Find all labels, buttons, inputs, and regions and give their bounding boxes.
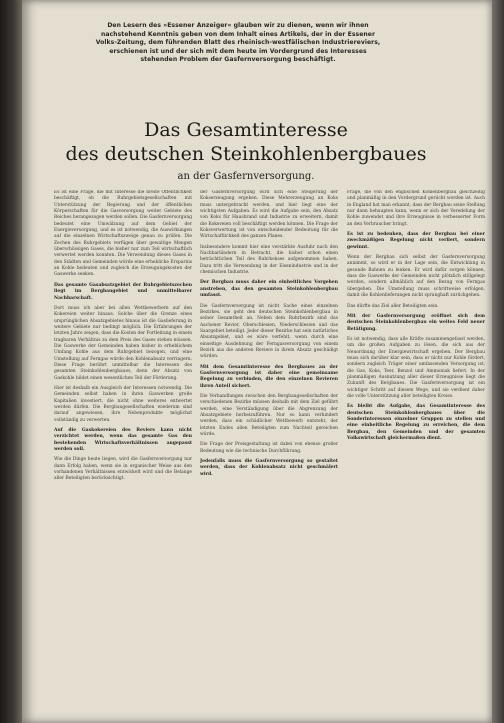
article-paragraph: Jedenfalls muss die Gasfernversorgung so gestaltet werden, dass der Kohlenabsatz nicht geschmälert wird. — [200, 459, 338, 477]
headline — [60, 118, 432, 166]
article-paragraph: Das dürfte das Ziel aller Beteiligten sein. — [347, 303, 439, 309]
page-edge — [492, 0, 504, 723]
article-paragraph: Es ist zu bedenken, dass der Bergbau bei einer zweckmäßigen Regelung nicht verliert, sondern gewinnt. — [347, 232, 485, 250]
article-paragraph: Es ist notwendig, dass alle Kräfte zusammengefasst werden, um die großen Aufgaben zu lösen, die sich aus der Neuordnung der Energiewirtschaft ergeben. Der Bergbau muss sich darüber klar sein, dass er nicht nur Kohle fördert, sondern zugleich Träger einer umfassenden Versorgung ist, die Gas, Koks, Teer, Benzol und Ammoniak liefert. In der planmäßigen Ausnutzung aller dieser Erzeugnisse liegt die Zukunft des Bergbaues. Die Gasfernversorgung ist ein wichtiger Schritt auf diesem Wege, und sie verdient daher die volle Unterstützung aller beteiligten Kreise. — [347, 336, 485, 399]
book-binding — [0, 0, 22, 723]
article-column-1 — [54, 190, 192, 685]
article-paragraph: Es bleibt die Aufgabe, das Gesamtinteresse des deutschen Steinkohlenbergbaues über die Sonderinteressen einzelner Gruppen zu stellen und eine einheitliche Regelung zu erreichen, die dem Bergbau, den Gemeinden und der gesamten Volkswirtschaft gleichermaßen dient. — [347, 404, 485, 442]
article-paragraph: Auf die Gaskokereien des Reviers kann nicht verzichtet werden, wenn das gesamte Gas den bestehenden Wirtschaftsverhältnissen angepasst werden soll. — [54, 428, 192, 453]
article-paragraph: Hier ist deshalb ein Ausgleich der Interessen notwendig. Die Gemeinden selbst haben in ihren Gaswerken große Kapitalien investiert, die nicht ohne weiteres entwertet werden dürfen. Die Bergbaugesellschaften wiederum sind darauf angewiesen, ihre Nebenprodukte möglichst vollständig zu verwerten. — [54, 385, 192, 423]
subheadline: an der Gasfernversorgung. — [177, 171, 315, 182]
article-paragraph: Dort muss ich aber bei allen Wettbewerbern auf den Kokereien weiter hinaus. Solche über die Grenze eines ursprünglichen Absatzgebietes hinaus ist die Gaslieferung in weitere Gebiete nur bedingt möglich. Die Erfahrungen der letzten Jahre zeigen, dass die Kosten der Fortleitung in einem tragbaren Verhältnis zu dem Preis des Gases stehen müssen. Die Gaswerke der Gemeinden haben bisher in erheblichem Umfang Kohle aus dem Ruhrgebiet bezogen, und eine Umstellung auf Ferngas würde den Kohlenabsatz verringern. Diese Frage berührt unmittelbar die Interessen des gesamten Steinkohlenbergbaues, denn der Absatz von Gaskohle bildet einen wesentlichen Teil der Förderung. — [54, 305, 192, 381]
article-paragraph: Die Gasfernversorgung ist nicht Sache eines einzelnen Bezirkes, sie geht den deutschen Steinkohlenbergbau in seiner Gesamtheit an. Neben dem Ruhrbezirk sind das Aachener Revier, Oberschlesien, Niederschlesien und das Saargebiet beteiligt. Jeder dieser Bezirke hat sein natürliches Absatzgebiet, und es wäre verfehlt, wenn durch eine einseitige Ausdehnung der Ferngasversorgung von einem Bezirk aus die anderen Reviere in ihrem Absatz geschädigt würden. — [200, 303, 338, 360]
article-paragraph: Die Frage der Preisgestaltung ist dabei von ebenso großer Bedeutung wie die technische Durchführung. — [200, 442, 338, 454]
article-column-2 — [200, 190, 338, 685]
article-paragraph: Frage, die von den englischen Kohlenbergbau gleichzeitig und planmäßig in den Vordergrund gerückt worden ist. Auch in England hat man erkannt, dass der Bergbau seine Stellung nur dann behaupten kann, wenn er sich der Veredelung der Kohle zuwendet und ihre Erzeugnisse in verbesserter Form an den Verbraucher bringt. — [347, 190, 485, 227]
headline-line-2: des deutschen Steinkohlenbergbaues — [65, 143, 427, 165]
article-paragraph: Wie die Dinge heute liegen, wird die Gasfernversorgung nur dann Erfolg haben, wenn sie in organischer Weise aus den vorhandenen Verhältnissen entwickelt wird und die Belange aller Beteiligten berücksichtigt. — [54, 457, 192, 482]
article-paragraph: Der Bergbau muss daher ein einheitliches Vorgehen anstreben, das den gesamten Steinkohlenbergbau umfasst. — [200, 280, 338, 299]
article-paragraph: Das gesamte Gasabsatzgebiet der Ruhrgebietszechen liegt im Bergbaugebiet und unmittelbarer Nachbarschaft. — [54, 282, 192, 301]
article-column-3 — [347, 190, 485, 685]
article-paragraph: Mit dem Gesamtinteresse des Bergbaues an der Gasfernversorgung ist daher eine gemeinsame Regelung zu verbinden, die den einzelnen Revieren ihren Anteil sichert. — [200, 364, 338, 389]
article-paragraph: Es ist eine Frage, die mit Interesse die breite Öffentlichkeit beschäftigt, ob die Ruhrgebietsgesellschaften mit Unterstützung der Regierung und der öffentlichen Körperschaften für die Gasversorgung weiter Gebiete des Reiches herangezogen werden sollen. Die Gasfernversorgung bedeutet eine Umwälzung auf dem Gebiet der Energieversorgung, und es ist notwendig, die Auswirkungen auf die einzelnen Wirtschaftszweige genau zu prüfen. Die Zechen des Ruhrgebiets verfügen über gewaltige Mengen überschüssigen Gases, die bisher nur zum Teil wirtschaftlich verwertet werden konnten. Die Verwendung dieses Gases in den Städten und Gemeinden würde eine erhebliche Ersparnis an Kohle bedeuten und zugleich die Erzeugungskosten der Gaswerke senken. — [54, 190, 192, 278]
article-paragraph: Wenn der Bergbau sich selbst der Gasfernversorgung annimmt, so wird er in der Lage sein, die Entwicklung in gesunde Bahnen zu lenken. Er wird dafür sorgen können, dass die Gaswerke der Gemeinden nicht plötzlich stillgelegt werden, sondern allmählich auf den Bezug von Ferngas übergehen. Die Umstellung muss schrittweise erfolgen, damit die Kohlenlieferungen nicht sprunghaft zurückgehen. — [347, 255, 485, 299]
article-paragraph: Insbesondere kommt hier eine verstärkte Ausfuhr nach den Nachbarländern in Betracht, die bisher schon einen beträchtlichen Teil des Ruhrkokses aufgenommen haben. Dazu tritt die Verwendung in der Eisenindustrie und in der chemischen Industrie. — [200, 244, 338, 276]
article-paragraph: Die Verhandlungen zwischen den Bergbaugesellschaften der verschiedenen Bezirke müssen deshalb mit dem Ziel geführt werden, eine Verständigung über die Abgrenzung der Absatzgebiete herbeizuführen. Nur so kann verhindert werden, dass ein schädlicher Wettbewerb entsteht, der letzten Endes allen Beteiligten zum Nachteil gereichen würde. — [200, 393, 338, 438]
article-paragraph: Mit der Gasfernversorgung eröffnet sich dem deutschen Steinkohlenbergbau ein weites Feld neuer Betätigung. — [347, 313, 485, 332]
intro-note: Den Lesern des »Essener Anzeiger« glauben wir zu dienen, wenn wir ihnen nachstehend Kenntnis geben von dem Inhalt eines Artikels, der in der Essener Volks-Zeitung, dem führenden Blatt des rheinisch-westfälischen Industriereviers, erschienen ist und der sich mit dem heute im Vordergrund des Interesses stehenden Problem der Gasfernversorgung beschäftigt. — [95, 22, 381, 64]
headline-line-1: Das Gesamtinteresse — [144, 119, 348, 141]
article-paragraph: der Gasfernversorgung wird sich eine Steigerung der Kokserzeugung ergeben. Diese Mehrerzeugung an Koks muss untergebracht werden, und hier liegt eine der wichtigsten Aufgaben. Es wird die Aufgabe sein, den Absatz von Koks für Hausbrand und Industrie zu erweitern, damit die Kokereien voll beschäftigt werden können. Die Frage der Koksverwertung ist von entscheidender Bedeutung für die Wirtschaftlichkeit des ganzen Planes. — [200, 190, 338, 240]
